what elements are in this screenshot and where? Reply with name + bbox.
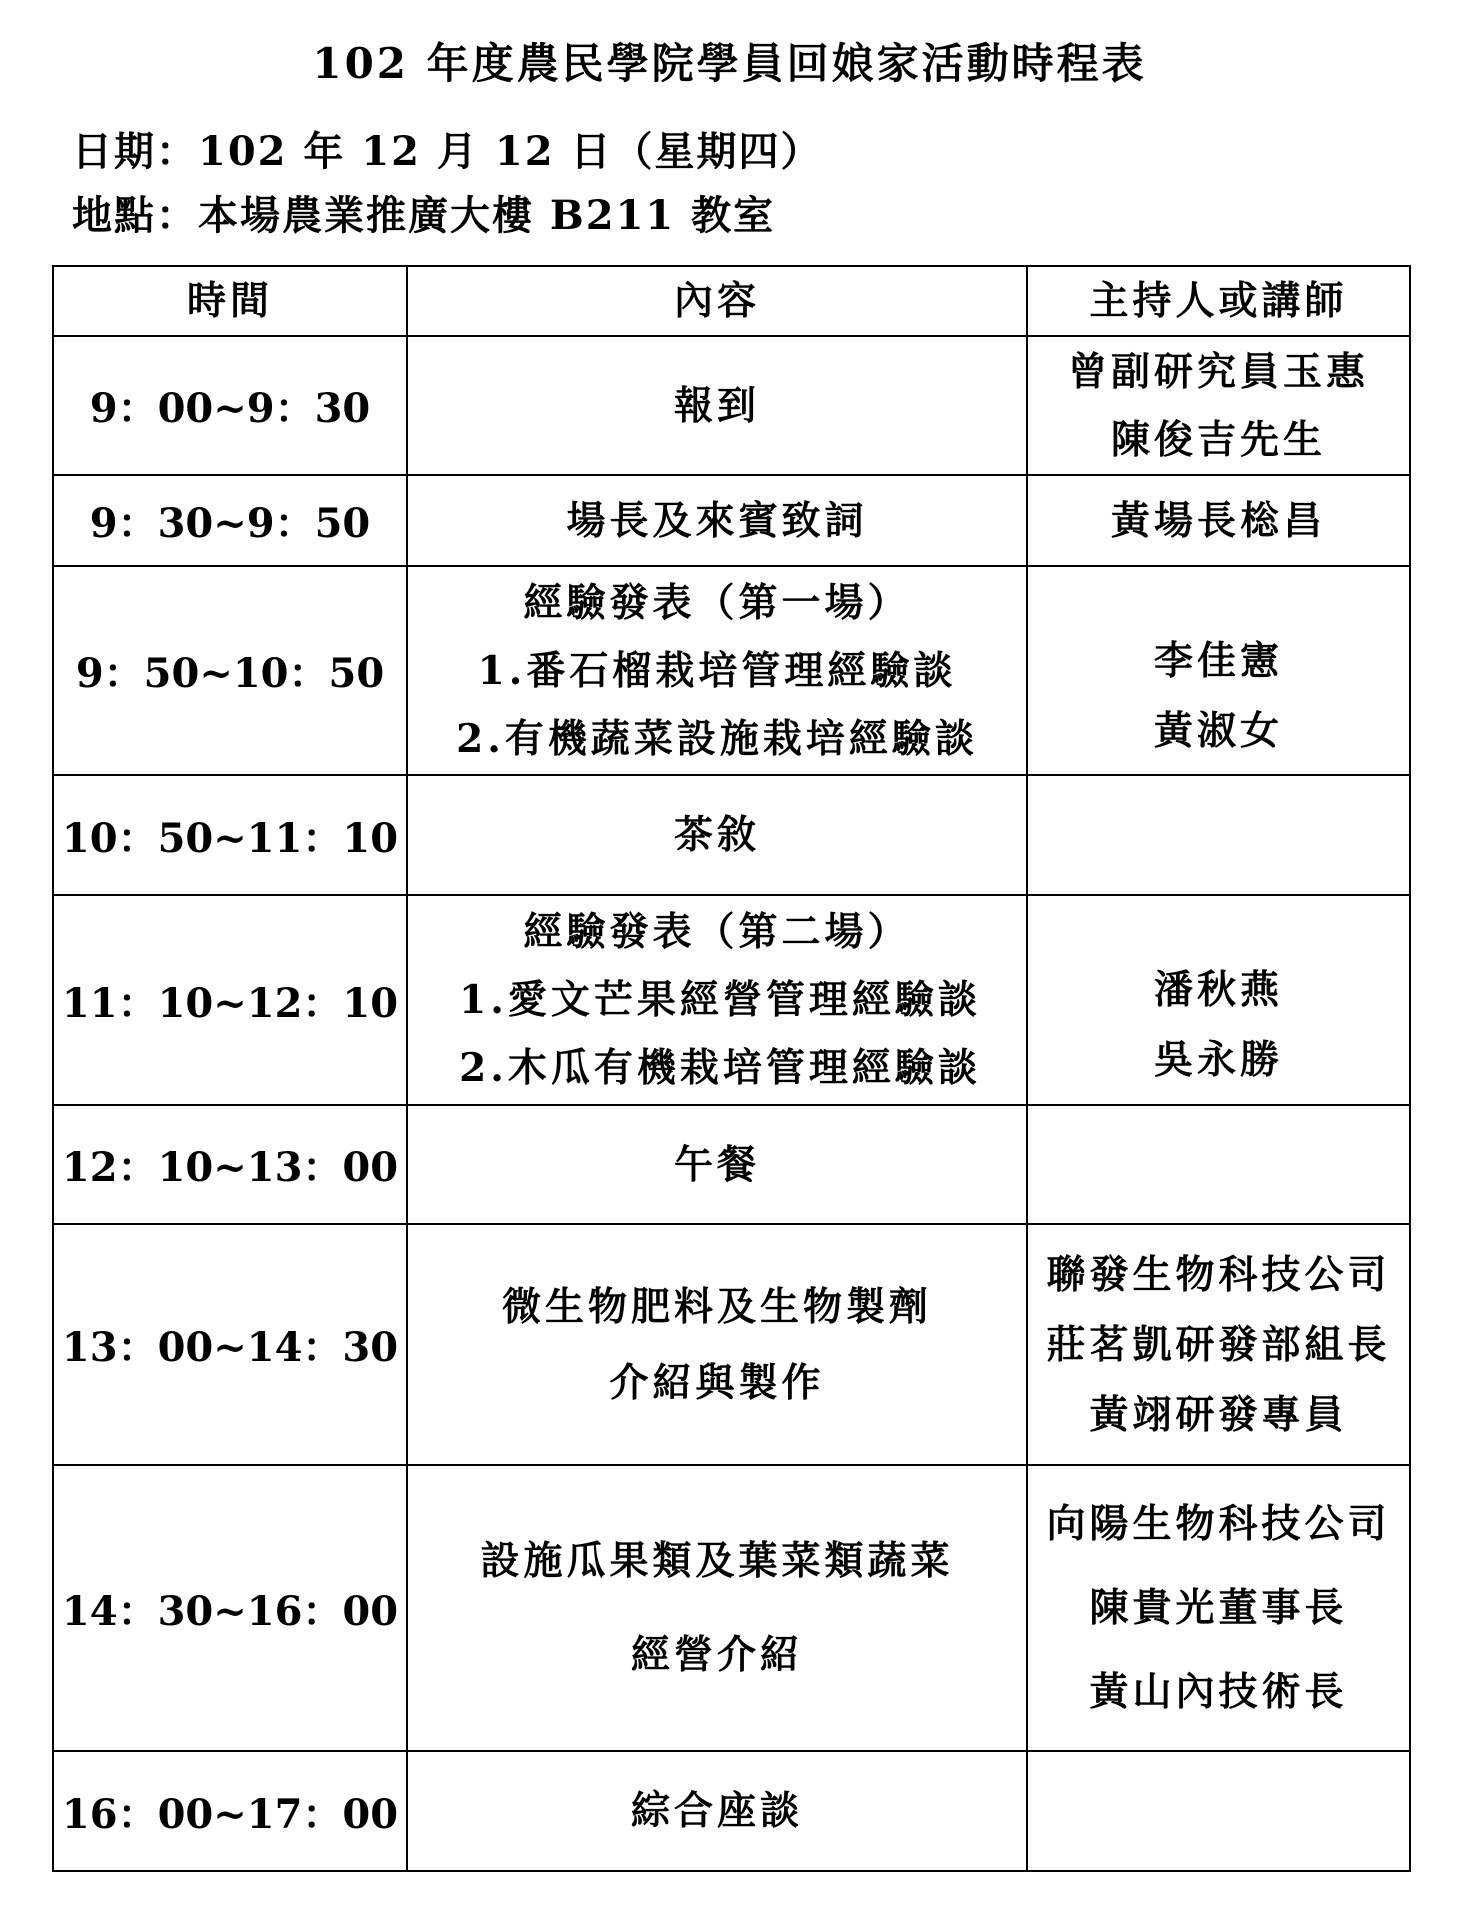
host-line: 李佳憲 [1153,637,1283,684]
host-cell [1027,475,1410,566]
content-line: 茶敘 [673,812,760,858]
host-line: 潘秋燕 [1153,967,1283,1013]
host-line: 黃山內技術長 [1089,1669,1348,1715]
table-header-row [53,266,1410,336]
time-cell: 11：10~12：10 [53,895,407,1105]
host-line: 莊茗凱研發部組長 [1046,1321,1391,1368]
content-cell [407,336,1027,475]
time-cell: 14：30~16：00 [53,1465,407,1751]
host-cell [1027,1465,1410,1751]
host-cell [1027,1751,1410,1871]
schedule-table [52,265,1411,1872]
content-line: 設施瓜果類及葉菜類蔬菜 [480,1538,954,1584]
host-line: 聯發生物科技公司 [1046,1251,1391,1298]
host-line: 黃淑女 [1153,707,1283,754]
content-line: 經驗發表（第一場） [523,579,911,626]
host-cell [1027,775,1410,895]
table-row [53,475,1410,566]
content-line: 1.番石榴栽培管理經驗談 [477,647,957,694]
header-time: 時間 [53,266,407,336]
table-row [53,336,1410,475]
content-cell [407,775,1027,895]
content-line: 綜合座談 [630,1788,803,1834]
content-cell [407,1465,1027,1751]
content-line: 場長及來賓致詞 [566,497,868,544]
content-line: 午餐 [673,1141,760,1188]
content-line: 經營介紹 [630,1632,803,1678]
content-cell [407,895,1027,1105]
content-cell [407,475,1027,566]
content-line: 介紹與製作 [609,1359,825,1406]
time-cell: 10：50~11：10 [53,775,407,895]
time-cell: 9：30~9：50 [53,475,407,566]
table-row [53,1751,1410,1871]
content-line: 2.木瓜有機栽培管理經驗談 [459,1045,981,1091]
content-cell [407,1751,1027,1871]
table-row [53,1465,1410,1751]
time-cell: 13：00~14：30 [53,1224,407,1465]
host-line: 黃翊研發專員 [1089,1391,1348,1438]
content-line: 1.愛文芒果經營管理經驗談 [459,977,981,1023]
content-cell [407,566,1027,775]
header-host: 主持人或講師 [1027,266,1410,336]
table-row [53,566,1410,775]
host-line: 吳永勝 [1153,1037,1283,1083]
page-title: 102 年度農民學院學員回娘家活動時程表 [312,39,1147,88]
header-content: 內容 [407,266,1027,336]
content-line: 經驗發表（第二場） [523,909,911,955]
host-line: 向陽生物科技公司 [1046,1501,1391,1547]
event-location: 地點：本場農業推廣大樓 B211 教室 [72,192,776,239]
event-date: 日期：102 年 12 月 12 日（星期四） [72,128,823,175]
content-line: 報到 [673,382,760,429]
time-cell: 16：00~17：00 [53,1751,407,1871]
host-line: 陳俊吉先生 [1110,416,1326,463]
time-cell: 12：10~13：00 [53,1105,407,1224]
table-row [53,775,1410,895]
host-cell [1027,895,1410,1105]
time-cell: 9：00~9：30 [53,336,407,475]
table-row [53,1224,1410,1465]
host-line: 黃場長棇昌 [1110,497,1326,544]
content-cell [407,1105,1027,1224]
content-line: 2.有機蔬菜設施栽培經驗談 [456,715,978,762]
table-row [53,895,1410,1105]
table-row [53,1105,1410,1224]
host-cell [1027,336,1410,475]
host-line: 陳貴光董事長 [1089,1585,1348,1631]
content-cell [407,1224,1027,1465]
host-cell [1027,1105,1410,1224]
content-line: 微生物肥料及生物製劑 [501,1283,932,1330]
time-cell: 9：50~10：50 [53,566,407,775]
host-cell [1027,1224,1410,1465]
host-line: 曾副研究員玉惠 [1067,348,1369,395]
host-cell [1027,566,1410,775]
